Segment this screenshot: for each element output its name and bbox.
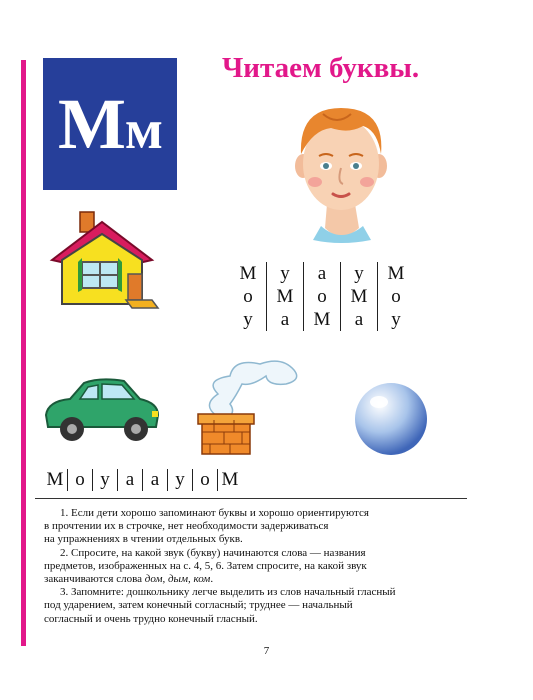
instruction-line: под ударением, затем конечный согласный; труднее — начальный <box>44 599 353 612</box>
grid-cell: о <box>230 285 267 308</box>
grid-cell: у <box>267 262 304 285</box>
row-cell: у <box>168 469 193 491</box>
grid-cell: у <box>391 309 401 330</box>
grid-cell: а <box>341 308 378 331</box>
row-cell: М <box>221 469 239 490</box>
letter-block <box>43 58 177 190</box>
divider-line <box>35 498 467 499</box>
car-illustration <box>40 375 162 445</box>
instruction-line: 3. Запомните: дошкольнику легче выделить из слов начальный гласный <box>60 586 396 599</box>
instruction-text: . <box>210 573 214 586</box>
page-number: 7 <box>263 645 270 657</box>
capital-letter: М <box>57 83 125 164</box>
instruction-line: в прочтении их в строчке, нет необходимости задерживаться <box>44 520 329 533</box>
grid-cell: М <box>304 308 341 331</box>
row-cell: М <box>43 469 68 491</box>
left-accent-bar <box>21 60 26 646</box>
letter-heading <box>58 83 162 166</box>
page-title: Читаем буквы. <box>222 52 420 84</box>
instruction-line: 1. Если дети хорошо запоминают буквы и хорошо ориентируются <box>60 507 369 519</box>
grid-cell: М <box>341 285 378 308</box>
house-illustration <box>42 208 160 316</box>
instruction-line <box>44 573 468 586</box>
ball-illustration <box>352 380 430 458</box>
syllable-grid <box>230 262 414 331</box>
row-cell: а <box>143 469 168 491</box>
grid-row <box>230 308 414 331</box>
instruction-line: предметов, изображенных на с. 4, 5, 6. Затем спросите, на какой звук <box>44 559 367 572</box>
grid-row <box>230 262 414 285</box>
row-cell: о <box>193 469 218 491</box>
instructions-text <box>44 507 468 626</box>
grid-row <box>230 285 414 308</box>
row-cell: у <box>93 469 118 491</box>
grid-cell: о <box>391 286 401 307</box>
instruction-text: заканчиваются слова <box>44 573 145 586</box>
letter-row <box>43 469 242 491</box>
grid-cell: М <box>267 285 304 308</box>
grid-cell: а <box>304 262 341 285</box>
grid-cell: М <box>387 263 405 284</box>
boy-face-illustration <box>293 104 389 244</box>
row-cell: а <box>118 469 143 491</box>
grid-cell: у <box>230 308 267 331</box>
grid-cell: М <box>230 262 267 285</box>
grid-cell: у <box>341 262 378 285</box>
instruction-example-words: дом, дым, ком <box>144 573 211 586</box>
instruction-line: на упражнениях в чтении отдельных букв. <box>44 533 243 546</box>
small-letter: м <box>124 98 163 161</box>
grid-cell: а <box>267 308 304 331</box>
grid-cell: о <box>304 285 341 308</box>
row-cell: о <box>68 469 93 491</box>
instruction-line: согласный и очень трудно конечный гласный. <box>44 612 258 625</box>
instruction-line: 2. Спросите, на какой звук (букву) начинаются слова — названия <box>60 546 366 559</box>
chimney-smoke-illustration <box>190 356 302 456</box>
